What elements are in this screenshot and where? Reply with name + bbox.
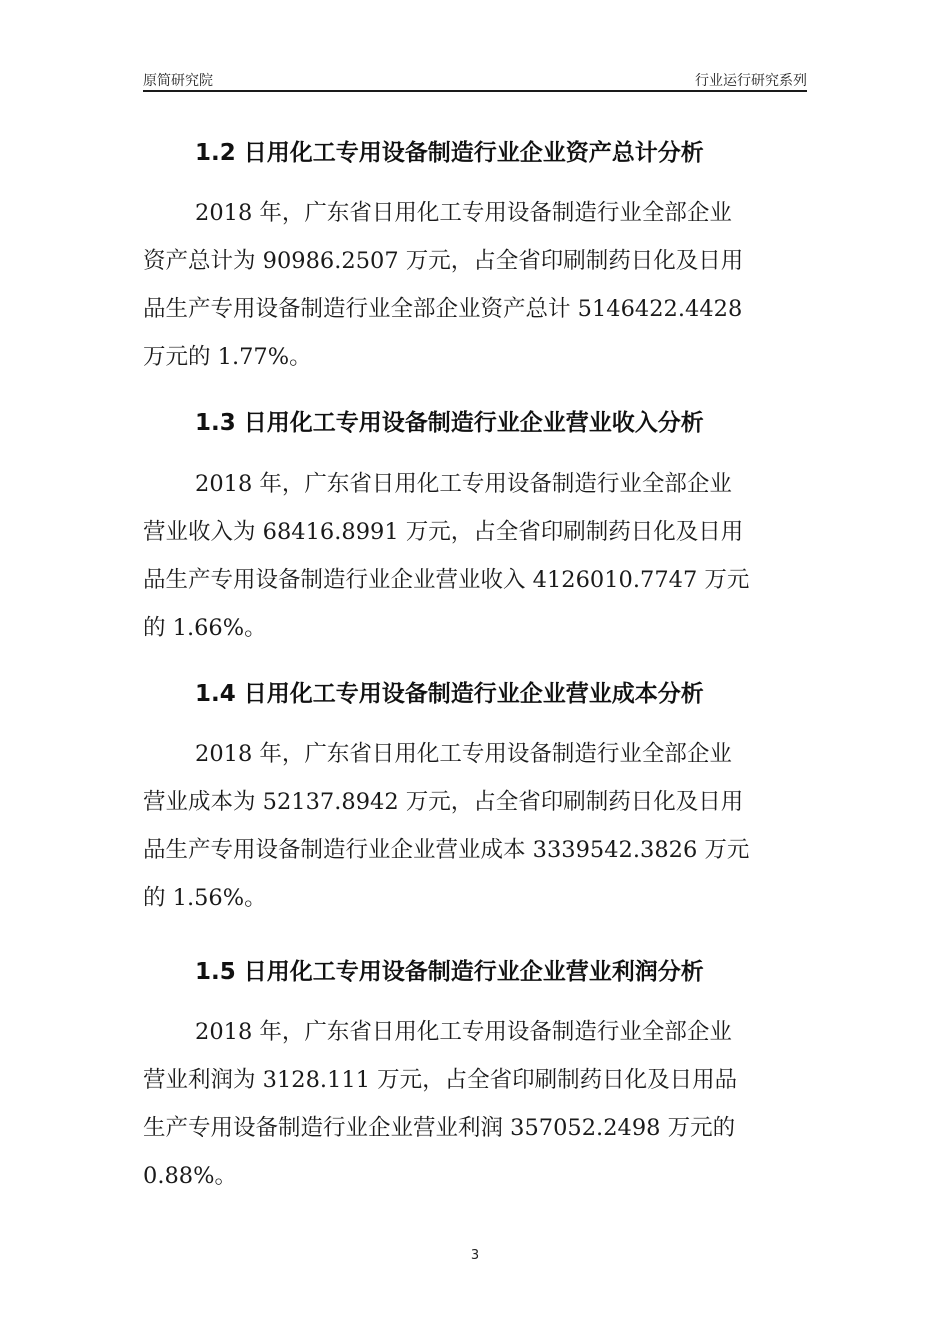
page-header xyxy=(143,68,807,92)
paragraph-line: 2018 年，广东省日用化工专用设备制造行业全部企业 xyxy=(195,471,732,497)
paragraph-line: 营业收入为 68416.8991 万元，占全省印刷制药日化及日用 xyxy=(143,519,744,545)
paragraph-line: 生产专用设备制造行业企业营业利润 357052.2498 万元的 xyxy=(143,1115,736,1141)
section-paragraph-1-2 xyxy=(143,189,823,381)
paragraph-line: 品生产专用设备制造行业企业营业收入 4126010.7747 万元 xyxy=(143,567,750,593)
section-paragraph-1-4 xyxy=(143,730,823,922)
paragraph-line: 2018 年，广东省日用化工专用设备制造行业全部企业 xyxy=(195,200,732,226)
section-heading-1-5: 1.5 日用化工专用设备制造行业企业营业利润分析 xyxy=(195,959,704,985)
paragraph-line: 0.88%。 xyxy=(143,1163,237,1189)
section-heading-1-4: 1.4 日用化工专用设备制造行业企业营业成本分析 xyxy=(195,681,704,707)
page-number: 3 xyxy=(470,1248,480,1263)
paragraph-line: 的 1.66%。 xyxy=(143,615,267,641)
header-org-name: 原简研究院 xyxy=(143,73,213,89)
paragraph-line: 的 1.56%。 xyxy=(143,885,267,911)
paragraph-line: 2018 年，广东省日用化工专用设备制造行业全部企业 xyxy=(195,741,732,767)
section-heading-1-3: 1.3 日用化工专用设备制造行业企业营业收入分析 xyxy=(195,410,704,436)
paragraph-line: 品生产专用设备制造行业企业营业成本 3339542.3826 万元 xyxy=(143,837,750,863)
paragraph-line: 2018 年，广东省日用化工专用设备制造行业全部企业 xyxy=(195,1019,732,1045)
paragraph-line: 品生产专用设备制造行业全部企业资产总计 5146422.4428 xyxy=(143,296,743,322)
section-heading-1-2: 1.2 日用化工专用设备制造行业企业资产总计分析 xyxy=(195,140,704,166)
paragraph-line: 营业利润为 3128.111 万元，占全省印刷制药日化及日用品 xyxy=(143,1067,738,1093)
paragraph-line: 营业成本为 52137.8942 万元，占全省印刷制药日化及日用 xyxy=(143,789,744,815)
header-series-name: 行业运行研究系列 xyxy=(695,73,807,89)
paragraph-line: 万元的 1.77%。 xyxy=(143,344,312,370)
section-paragraph-1-3 xyxy=(143,460,823,652)
section-paragraph-1-5 xyxy=(143,1008,823,1200)
paragraph-line: 资产总计为 90986.2507 万元，占全省印刷制药日化及日用 xyxy=(143,248,744,274)
